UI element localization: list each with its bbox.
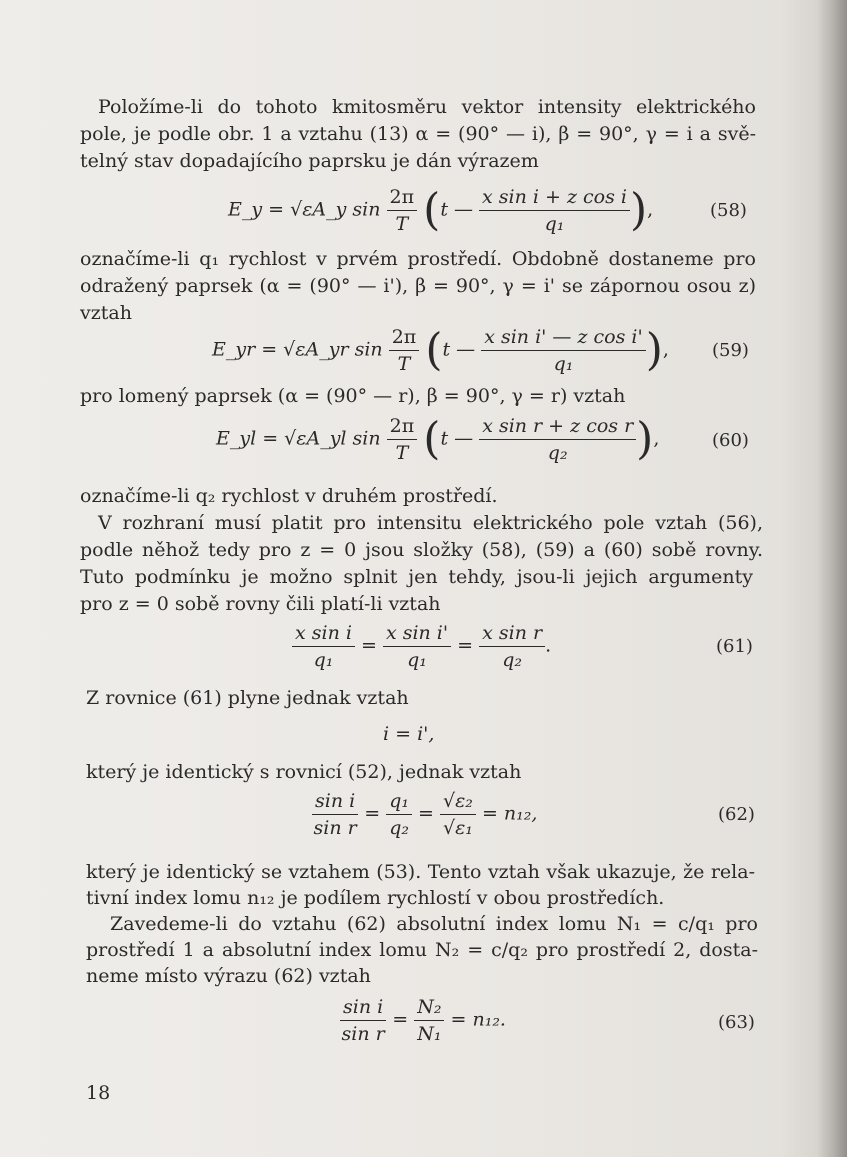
text-line: pro lomený paprsek (α = (90° — r), β = 90°, γ = r) vztah	[80, 385, 626, 407]
text-line: označíme-li q₂ rychlost v druhém prostředí.	[80, 485, 498, 507]
text-line: V rozhraní musí platit pro intensitu elektrického pole vztah (56),	[98, 512, 763, 534]
page-number: 18	[86, 1082, 111, 1104]
equation-number-58: (58)	[710, 200, 747, 221]
text-line: podle něhož tedy pro z = 0 jsou složky (58), (59) a (60) sobě rovny.	[80, 539, 763, 561]
text-line: Tuto podmínku je možno splnit jen tehdy, jsou-li jejich argumenty	[80, 566, 753, 588]
eq60-fraction-2pi-t: $\frac{2\pi}{T}$	[387, 415, 418, 464]
equation-i-equals-i-prime: i = i',	[383, 723, 435, 745]
equation-number-59: (59)	[712, 340, 749, 361]
eq59-lhs: E_yr = √εA_yr sin	[212, 338, 383, 361]
eq62-fraction-eps: $\frac{\text{√ε₂}}{\text{√ε₁}}$	[440, 790, 476, 839]
eq62-fraction-q: $\frac{\text{q₁}}{\text{q₂}}$	[386, 790, 412, 839]
eq58-inner: t —	[440, 198, 473, 221]
eq60-argument: $\frac{\text{x sin r + z cos r}}{\text{q₂}}$	[479, 415, 636, 464]
eq63-fraction-sin: $\frac{\text{sin i}}{\text{sin r}}$	[341, 996, 385, 1045]
eq62-fraction-sin: $\frac{\text{sin i}}{\text{sin r}}$	[313, 790, 357, 839]
text-line: pole, je podle obr. 1 a vztahu (13) α = (90° — i), β = 90°, γ = i a svě-	[80, 123, 756, 145]
eq60-lhs: E_yl = √εA_yl sin	[216, 427, 381, 450]
eq61-fraction-2: $\frac{\text{x sin i'}}{\text{q₁}}$	[383, 622, 451, 671]
text-line: označíme-li q₁ rychlost v prvém prostředí. Obdobně dostaneme pro	[80, 248, 756, 270]
eq58-argument: $\frac{\text{x sin i + z cos i}}{\text{q₁}}$	[479, 186, 630, 235]
eq61-fraction-3: $\frac{\text{x sin r}}{\text{q₂}}$	[479, 622, 545, 671]
text-line: tivní index lomu n₁₂ je podílem rychlostí v obou prostředích.	[86, 887, 665, 909]
equation-61: $\frac{\text{x sin i}}{\text{q₁}}$ = $\frac{\text{x sin i'}}{\text{q₁}}$ = $\frac{\text{x sin r}}{\text{q₂}}$ .	[292, 622, 551, 671]
eq63-fraction-n: $\frac{\text{N₂}}{\text{N₁}}$	[414, 996, 444, 1045]
text-line: vztah	[80, 302, 132, 324]
text-line: který je identický se vztahem (53). Tento vztah však ukazuje, že rela-	[86, 861, 755, 883]
text-line: telný stav dopadajícího paprsku je dán výrazem	[80, 150, 539, 172]
text-line: pro z = 0 sobě rovny čili platí-li vztah	[80, 593, 441, 615]
equation-number-61: (61)	[716, 636, 753, 657]
equation-number-60: (60)	[712, 430, 749, 451]
eq59-inner: t —	[442, 338, 476, 361]
equation-number-62: (62)	[718, 804, 755, 825]
text-line: prostředí 1 a absolutní index lomu N₂ = c/q₂ pro prostředí 2, dosta-	[86, 939, 758, 961]
eq59-argument: $\frac{\text{x sin i' — z cos i'}}{\text{q₁}}$	[481, 326, 645, 375]
eq60-inner: t —	[440, 427, 474, 450]
equation-number-63: (63)	[718, 1012, 755, 1033]
page-binding-shadow	[817, 0, 847, 1157]
text-line: odražený paprsek (α = (90° — i'), β = 90°, γ = i' se zápornou osou z)	[80, 275, 756, 297]
text-line: neme místo výrazu (62) vztah	[86, 965, 371, 987]
equation-62: $\frac{\text{sin i}}{\text{sin r}}$ = $\frac{\text{q₁}}{\text{q₂}}$ = $\frac{\text{√ε₂}}{\text{√ε₁}}$ = n₁₂,	[313, 790, 538, 839]
eq59-fraction-2pi-t: $\frac{2\pi}{T}$	[389, 326, 420, 375]
equation-60: E_yl = √εA_yl sin $\frac{2\pi}{T}$ (t — $\frac{\text{x sin r + z cos r}}{\text{q₂}}$ ),	[216, 413, 660, 465]
text-line: Položíme-li do tohoto kmitosměru vektor intensity elektrického	[98, 96, 756, 118]
text-line: Z rovnice (61) plyne jednak vztah	[86, 687, 409, 709]
equation-58: E_y = √εA_y sin $\frac{2\pi}{T}$ (t — $\frac{\text{x sin i + z cos i}}{\text{q₁}}$ ),	[228, 184, 654, 236]
equation-63: $\frac{\text{sin i}}{\text{sin r}}$ = $\frac{\text{N₂}}{\text{N₁}}$ = n₁₂.	[341, 996, 506, 1045]
text-line: Zavedeme-li do vztahu (62) absolutní index lomu N₁ = c/q₁ pro	[110, 913, 758, 935]
equation-59: E_yr = √εA_yr sin $\frac{2\pi}{T}$ (t — $\frac{\text{x sin i' — z cos i'}}{\text{q₁}}$ ),	[212, 324, 669, 376]
eq58-lhs: E_y = √εA_y sin	[228, 198, 381, 221]
eq61-fraction-1: $\frac{\text{x sin i}}{\text{q₁}}$	[292, 622, 355, 671]
eq58-fraction-2pi-t: $\frac{2\pi}{T}$	[387, 186, 418, 235]
text-line: který je identický s rovnicí (52), jednak vztah	[86, 761, 522, 783]
